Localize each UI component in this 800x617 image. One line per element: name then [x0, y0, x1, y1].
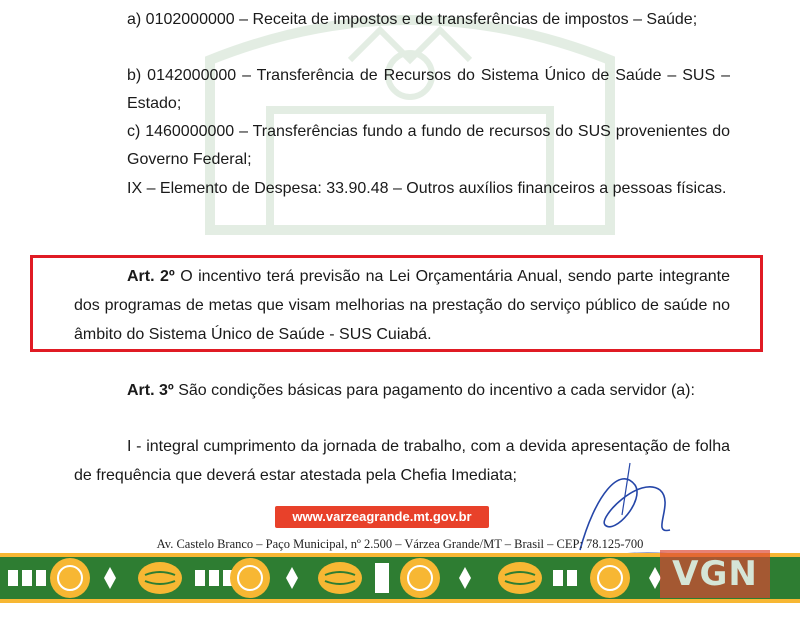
item-a: a) 0102000000 – Receita de impostos e de transferências de impostos – Saúde;: [127, 11, 698, 28]
article-3: [74, 376, 730, 405]
item-ix: IX – Elemento de Despesa: 33.90.48 – Outros auxílios financeiros a pessoas físicas.: [127, 180, 727, 197]
item-b: b) 0142000000 – Transferência de Recursos do Sistema Único de Saúde – SUS – Estado;: [127, 67, 730, 112]
item-i: I - integral cumprimento da jornada de trabalho, com a devida apresentação de folha de frequência que deverá estar atestada pela Chefia Imediata;: [74, 438, 730, 484]
footer-address: Av. Castelo Branco – Paço Municipal, nº 2.500 – Várzea Grande/MT – Brasil – CEP: 78.125-700: [156, 537, 644, 551]
article-2-label: Art. 2º: [127, 268, 175, 285]
article-3-label: Art. 3º: [127, 382, 174, 399]
item-c: c) 1460000000 – Transferências fundo a fundo de recursos do SUS provenientes do Governo Federal;: [127, 123, 730, 168]
article-3-text: São condições básicas para pagamento do incentivo a cada servidor (a):: [173, 382, 695, 399]
vgn-logo: VGN: [660, 550, 770, 598]
article-2-text: O incentivo terá previsão na Lei Orçamentária Anual, sendo parte integrante dos programas de metas que visam melhorias na prestação do serviço público de saúde no âmbito do Sistema Único de Saúde - SUS Cuiabá.: [74, 268, 730, 343]
article-2: [74, 262, 730, 349]
website-banner[interactable]: www.varzeagrande.mt.gov.br: [275, 506, 489, 528]
